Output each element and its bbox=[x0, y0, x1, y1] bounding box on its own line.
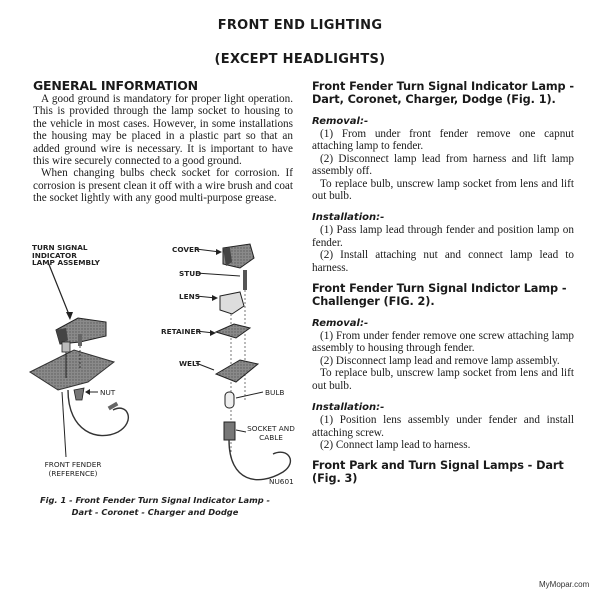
procedures-column bbox=[312, 81, 574, 495]
label-welt: WELT bbox=[179, 359, 201, 368]
socket-cable-shape bbox=[229, 440, 290, 480]
figure-caption bbox=[30, 494, 280, 518]
stud-shape bbox=[243, 270, 247, 290]
general-paragraph: When changing bulbs check socket for corrosion. If corrosion is present clean it off with a wire brush and coat the socket lightly with any good multi-purpose grease. bbox=[33, 167, 293, 205]
step: (2) Install attaching nut and connect lamp lead to harness. bbox=[312, 249, 574, 274]
label-stud: STUD bbox=[179, 269, 202, 278]
installation-label: Installation:- bbox=[312, 402, 385, 414]
general-paragraph: A good ground is mandatory for proper light operation. This is provided through the lamp socket to housing to the vehicle in most cases. However, in some installations the housing may be placed in a plastic part so that an added ground wire is necessary. It is important to have this wire securely connected to a good ground. bbox=[33, 93, 293, 168]
label-socket-cable: SOCKET AND CABLE bbox=[247, 424, 295, 442]
general-information-heading: GENERAL INFORMATION bbox=[33, 78, 198, 93]
step: (2) Connect lamp lead to harness. bbox=[320, 438, 471, 451]
lens-shape bbox=[220, 292, 244, 314]
removal-label: Removal:- bbox=[312, 116, 369, 127]
section-dart-coronet bbox=[312, 81, 574, 274]
figure-1-diagram bbox=[18, 232, 298, 502]
label-retainer: RETAINER bbox=[161, 327, 202, 336]
section-challenger bbox=[312, 283, 574, 451]
removal-label: Removal:- bbox=[312, 318, 369, 330]
section-heading: Front Park and Turn Signal Lamps - Dart (Fig. 3) bbox=[312, 459, 564, 485]
step: (2) Disconnect lamp lead from harness and lift lamp assembly off. bbox=[312, 152, 574, 178]
page-subtitle: (EXCEPT HEADLIGHTS) bbox=[214, 52, 386, 67]
step: (1) From under front fender remove one capnut attaching lamp to fender. bbox=[312, 128, 574, 153]
step: (1) Position lens assembly under fender and install attaching screw. bbox=[312, 414, 574, 439]
general-information-section bbox=[33, 79, 293, 205]
figure-code: NU601 bbox=[269, 477, 294, 486]
label-front-fender: FRONT FENDER (REFERENCE) bbox=[44, 460, 102, 478]
welt-shape bbox=[216, 360, 258, 382]
watermark: MyMopar.com bbox=[539, 580, 590, 589]
page-title: FRONT END LIGHTING bbox=[217, 18, 383, 33]
label-lamp-assembly: TURN SIGNAL INDICATOR LAMP ASSEMBLY bbox=[32, 243, 100, 267]
section-park-turn-dart bbox=[312, 460, 574, 485]
installation-label: Installation:- bbox=[312, 212, 385, 224]
step: To replace bulb, unscrew lamp socket from lens and lift out bulb. bbox=[312, 177, 574, 203]
step: (2) Disconnect lamp lead and remove lamp assembly. bbox=[320, 354, 560, 367]
nut-shape bbox=[74, 388, 84, 400]
socket-shape bbox=[224, 422, 235, 440]
bulb-shape bbox=[225, 392, 234, 408]
section-heading: Front Fender Turn Signal Indicator Lamp - Dart, Coronet, Charger, Dodge (Fig. 1). bbox=[312, 80, 574, 106]
leader-line bbox=[48, 262, 70, 317]
step: (1) From under fender remove one screw attaching lamp assembly to housing through fender. bbox=[312, 330, 574, 355]
label-lens: LENS bbox=[179, 292, 200, 301]
step: (1) Pass lamp lead through fender and position lamp on fender. bbox=[312, 224, 574, 249]
fender-plate-shape bbox=[30, 350, 114, 390]
label-cover: COVER bbox=[172, 245, 200, 254]
step: To replace bulb, unscrew lamp socket from lens and lift out bulb. bbox=[312, 367, 574, 392]
label-bulb: BULB bbox=[265, 388, 285, 397]
caption-line-2: Dart - Coronet - Charger and Dodge bbox=[71, 507, 239, 517]
section-heading: Front Fender Turn Signal Indictor Lamp - Challenger (FIG. 2). bbox=[312, 282, 567, 308]
label-nut: NUT bbox=[100, 388, 116, 397]
caption-line-1: Fig. 1 - Front Fender Turn Signal Indicator Lamp - bbox=[39, 495, 271, 505]
